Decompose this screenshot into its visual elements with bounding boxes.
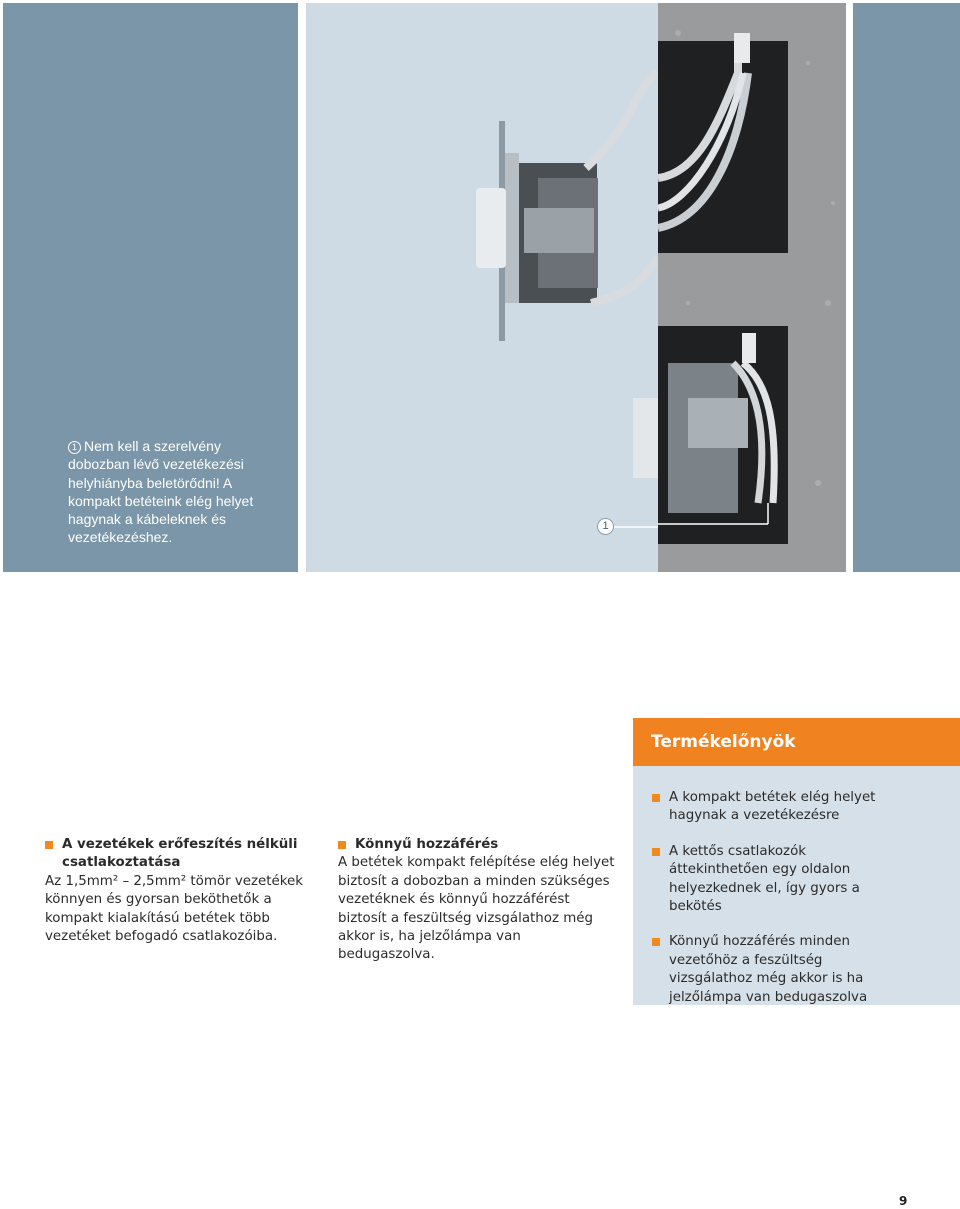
orange-square-bullet-icon xyxy=(338,841,346,849)
caption-number: 1 xyxy=(68,441,81,454)
section-title: Könnyű hozzáférés xyxy=(338,836,618,854)
section-title: A vezetékek erőfeszítés nélküli csatlakoztatása xyxy=(45,836,315,873)
wall-cross-section xyxy=(658,3,846,572)
side-panel xyxy=(853,3,960,572)
caption-text: Nem kell a szerelvény dobozban lévő vezetékezési helyhiányba beletörődni! A kompakt betéteink elég helyet hagynak a kábeleknek és vezetékezéshez. xyxy=(68,438,254,546)
orange-square-bullet-icon xyxy=(652,794,660,802)
advantages-list xyxy=(652,789,912,1024)
section-effortless-connection xyxy=(45,836,315,946)
section-body: A betétek kompakt felépítése elég helyet biztosít a dobozban a minden szükséges vezetéknek és könnyű hozzáférést biztosít a feszültség vizsgálathoz még akkor is, ha jelzőlámpa van bedugaszolva. xyxy=(338,855,615,963)
image-caption xyxy=(68,437,268,547)
socket-illustration xyxy=(306,3,658,572)
orange-square-bullet-icon xyxy=(652,938,660,946)
list-item: A kettős csatlakozók áttekinthetően egy oldalon helyezkednek el, így gyors a bekötés xyxy=(652,843,912,917)
orange-square-bullet-icon xyxy=(652,848,660,856)
section-easy-access xyxy=(338,836,618,965)
list-item: A kompakt betétek elég helyet hagynak a vezetékezésre xyxy=(652,789,912,826)
image-callout-marker: 1 xyxy=(597,518,614,535)
section-body: Az 1,5mm² – 2,5mm² tömör vezetékek könnyen és gyorsan beköthetők a kompakt kialakítású betétek több vezetéket befogadó csatlakozóiba. xyxy=(45,873,304,945)
photo-background xyxy=(306,3,658,572)
list-item: Könnyű hozzáférés minden vezetőhöz a feszültség vizsgálathoz még akkor is ha jelzőlámpa van bedugaszolva xyxy=(652,933,912,1007)
page-number: 9 xyxy=(899,1194,908,1208)
orange-square-bullet-icon xyxy=(45,841,53,849)
advantages-title: Termékelőnyök xyxy=(633,718,960,766)
